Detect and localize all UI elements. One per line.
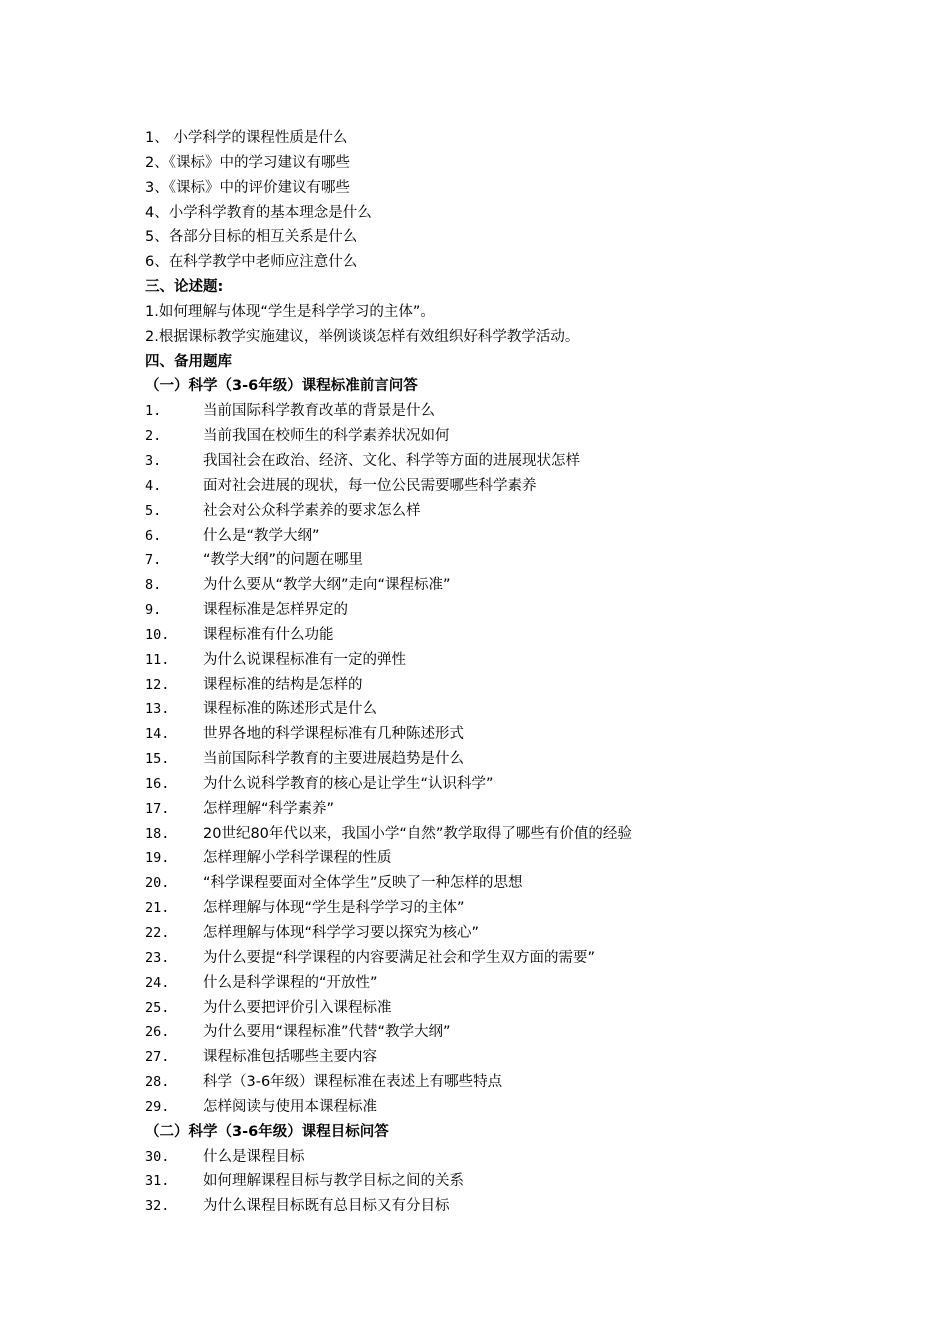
question-item (145, 673, 905, 698)
question-item (145, 1020, 905, 1045)
question-item (145, 896, 905, 921)
question-item (145, 697, 905, 722)
question-text: 世界各地的科学课程标准有几种陈述形式 (203, 726, 464, 743)
document-body (145, 126, 905, 1219)
question-item (145, 524, 905, 549)
question-item (145, 648, 905, 673)
question-text: 怎样阅读与使用本课程标准 (203, 1098, 377, 1115)
question-item (145, 946, 905, 971)
question-number: 11. (145, 651, 170, 668)
question-number: 28. (145, 1074, 170, 1091)
question-text: 为什么要从“教学大纲”走向“课程标准” (203, 577, 451, 594)
question-item (145, 996, 905, 1021)
question-number: 19. (145, 850, 170, 867)
question-text: 如何理解课程目标与教学目标之间的关系 (203, 1173, 464, 1190)
subsection-1-list (145, 399, 905, 1119)
subsection-1-heading: （一）科学（3-6年级）课程标准前言问答 (145, 378, 418, 395)
question-number: 27. (145, 1049, 170, 1066)
question-item (145, 573, 905, 598)
question-text: 当前国际科学教育改革的背景是什么 (203, 403, 435, 420)
question-text: 为什么要把评价引入课程标准 (203, 999, 392, 1016)
question-text: 为什么要提“科学课程的内容要满足社会和学生双方面的需要” (203, 949, 596, 966)
question-item (145, 1095, 905, 1120)
essay-question: 2.根据课标教学实施建议，举例谈谈怎样有效组织好科学教学活动。 (145, 328, 580, 345)
question-item (145, 474, 905, 499)
question-number: 13. (145, 701, 170, 718)
subsection-2-heading: （二）科学（3-6年级）课程目标问答 (145, 1123, 389, 1140)
section-4-heading: 四、备用题库 (145, 353, 232, 370)
question-text: 20世纪80年代以来，我国小学“自然”教学取得了哪些有价值的经验 (203, 825, 632, 842)
question-text: “科学课程要面对全体学生”反映了一种怎样的思想 (203, 875, 523, 892)
question-text: 什么是科学课程的“开放性” (203, 974, 378, 991)
question-number: 32. (145, 1198, 170, 1215)
intro-question: 3、《课标》中的评价建议有哪些 (145, 179, 350, 196)
question-number: 25. (145, 999, 170, 1016)
question-number: 21. (145, 900, 170, 917)
question-text: 我国社会在政治、经济、文化、科学等方面的进展现状怎样 (203, 452, 580, 469)
subsection-2-list (145, 1145, 905, 1220)
question-number: 9. (145, 602, 162, 619)
question-number: 18. (145, 825, 170, 842)
question-item (145, 871, 905, 896)
question-text: 面对社会进展的现状，每一位公民需要哪些科学素养 (203, 477, 537, 494)
question-item (145, 722, 905, 747)
question-item (145, 1169, 905, 1194)
question-text: 怎样理解“科学素养” (203, 800, 335, 817)
question-text: 课程标准的结构是怎样的 (203, 676, 363, 693)
question-number: 3. (145, 452, 162, 469)
question-text: 什么是课程目标 (203, 1148, 305, 1165)
question-item (145, 499, 905, 524)
question-item (145, 1070, 905, 1095)
question-item (145, 846, 905, 871)
intro-question: 5、各部分目标的相互关系是什么 (145, 229, 358, 246)
question-number: 24. (145, 974, 170, 991)
question-text: 社会对公众科学素养的要求怎么样 (203, 502, 421, 519)
intro-question: 1、 小学科学的课程性质是什么 (145, 130, 348, 146)
question-number: 1. (145, 403, 162, 420)
question-item (145, 424, 905, 449)
question-text: 课程标准的陈述形式是什么 (203, 701, 377, 718)
question-number: 20. (145, 875, 170, 892)
question-text: 当前我国在校师生的科学素养状况如何 (203, 428, 450, 445)
question-item (145, 1045, 905, 1070)
section-3-heading: 三、论述题: (145, 279, 224, 296)
question-text: 课程标准包括哪些主要内容 (203, 1049, 377, 1066)
question-number: 22. (145, 925, 170, 941)
essay-question: 1.如何理解与体现“学生是科学学习的主体”。 (145, 303, 435, 320)
question-number: 31. (145, 1173, 170, 1190)
question-text: 科学（3-6年级）课程标准在表述上有哪些特点 (203, 1074, 503, 1091)
intro-question: 4、小学科学教育的基本理念是什么 (145, 204, 372, 221)
question-number: 6. (145, 527, 162, 544)
question-number: 23. (145, 949, 170, 966)
question-text: 为什么课程目标既有总目标又有分目标 (203, 1198, 450, 1215)
question-text: “教学大纲”的问题在哪里 (203, 552, 364, 569)
question-text: 为什么说科学教育的核心是让学生“认识科学” (203, 775, 494, 792)
question-item (145, 399, 905, 424)
question-number: 12. (145, 676, 170, 693)
question-item (145, 1194, 905, 1219)
question-number: 17. (145, 800, 170, 817)
intro-question: 2、《课标》中的学习建议有哪些 (145, 154, 350, 171)
question-item (145, 971, 905, 996)
question-number: 30. (145, 1148, 170, 1165)
question-number: 16. (145, 775, 170, 792)
intro-question: 6、在科学教学中老师应注意什么 (145, 254, 358, 271)
question-number: 7. (145, 552, 162, 569)
question-text: 为什么要用“课程标准”代替“教学大纲” (203, 1024, 451, 1041)
question-text: 怎样理解小学科学课程的性质 (203, 850, 392, 867)
question-number: 26. (145, 1024, 170, 1041)
question-item (145, 1145, 905, 1170)
question-item (145, 747, 905, 772)
question-number: 4. (145, 477, 162, 494)
question-text: 当前国际科学教育的主要进展趋势是什么 (203, 751, 464, 768)
question-text: 怎样理解与体现“学生是科学学习的主体” (203, 900, 465, 917)
question-item (145, 598, 905, 623)
question-text: 为什么说课程标准有一定的弹性 (203, 651, 406, 668)
question-text: 课程标准有什么功能 (203, 626, 334, 643)
question-text: 怎样理解与体现“科学学习要以探究为核心” (203, 925, 480, 941)
question-item (145, 921, 905, 946)
question-item (145, 797, 905, 822)
question-number: 5. (145, 502, 162, 519)
question-text: 课程标准是怎样界定的 (203, 602, 348, 619)
question-item (145, 623, 905, 648)
question-text: 什么是“教学大纲” (203, 527, 320, 544)
question-item (145, 772, 905, 797)
question-item (145, 548, 905, 573)
question-number: 2. (145, 428, 162, 445)
question-item (145, 822, 905, 847)
question-number: 15. (145, 751, 170, 768)
question-number: 10. (145, 626, 170, 643)
question-number: 14. (145, 726, 170, 743)
question-number: 29. (145, 1098, 170, 1115)
question-item (145, 449, 905, 474)
question-number: 8. (145, 577, 162, 594)
